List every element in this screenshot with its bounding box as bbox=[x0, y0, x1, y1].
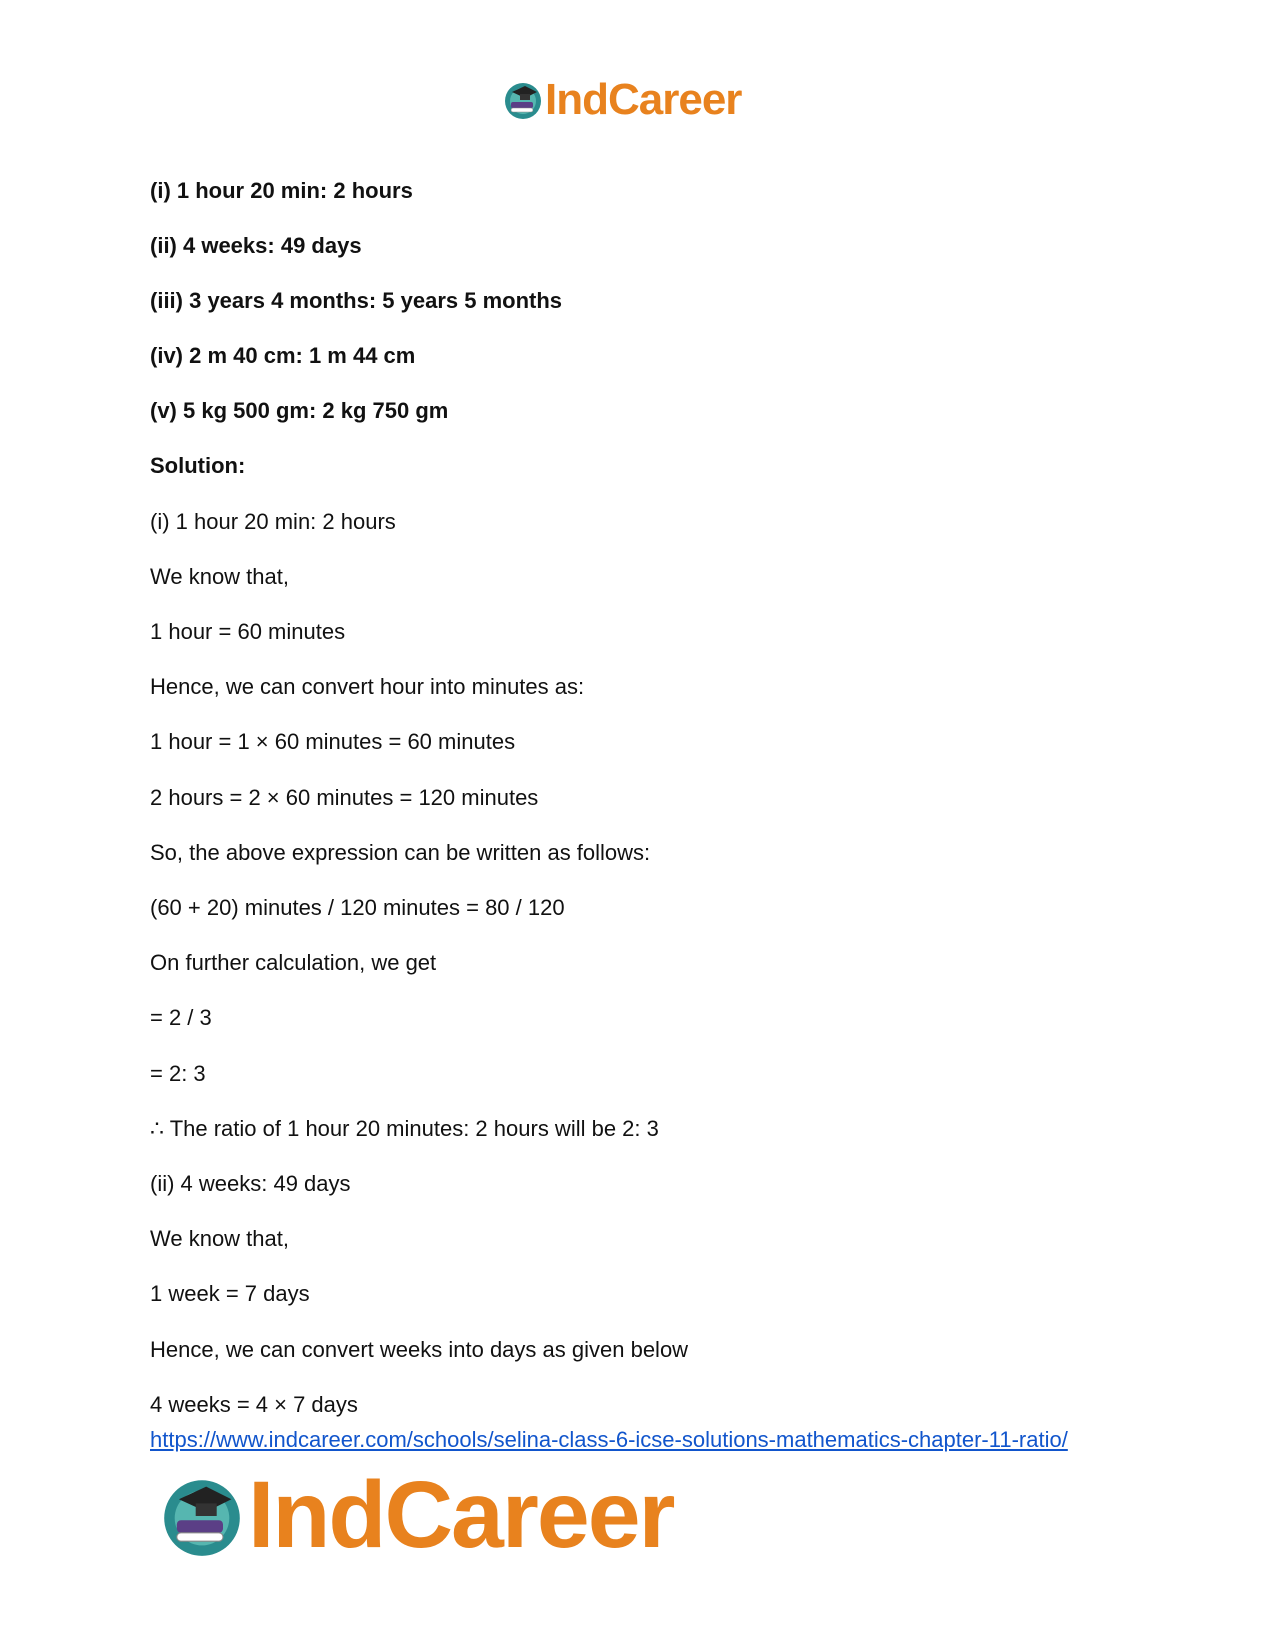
solution-line: Hence, we can convert hour into minutes as: bbox=[150, 674, 585, 699]
footer-logo bbox=[160, 1462, 674, 1568]
solution-line: (i) 1 hour 20 min: 2 hours bbox=[150, 509, 396, 534]
header-logo bbox=[503, 75, 742, 124]
solution-line: = 2 / 3 bbox=[150, 1005, 212, 1030]
solution-line: So, the above expression can be written as follows: bbox=[150, 840, 651, 865]
solution-line: ∴ The ratio of 1 hour 20 minutes: 2 hours will be 2: 3 bbox=[150, 1116, 659, 1141]
solution-line: 2 hours = 2 × 60 minutes = 120 minutes bbox=[150, 785, 539, 810]
logo-text: IndCareer bbox=[545, 75, 742, 124]
graduation-globe-icon bbox=[503, 80, 543, 120]
source-url-link[interactable]: https://www.indcareer.com/schools/selina-class-6-icse-solutions-mathematics-chapter-11-ratio/ bbox=[150, 1427, 1068, 1452]
solution-line: (ii) 4 weeks: 49 days bbox=[150, 1171, 351, 1196]
solution-line: On further calculation, we get bbox=[150, 950, 437, 975]
question-item: (iii) 3 years 4 months: 5 years 5 months bbox=[150, 288, 563, 313]
question-item: (ii) 4 weeks: 49 days bbox=[150, 233, 362, 258]
logo-text: IndCareer bbox=[248, 1462, 674, 1568]
solution-line: = 2: 3 bbox=[150, 1061, 206, 1086]
question-item: (iv) 2 m 40 cm: 1 m 44 cm bbox=[150, 343, 416, 368]
solution-line: We know that, bbox=[150, 1226, 289, 1251]
question-item: (v) 5 kg 500 gm: 2 kg 750 gm bbox=[150, 398, 449, 423]
solution-line: Hence, we can convert weeks into days as given below bbox=[150, 1337, 689, 1362]
solution-line: We know that, bbox=[150, 564, 289, 589]
graduation-globe-icon bbox=[160, 1474, 244, 1558]
solution-line: 4 weeks = 4 × 7 days bbox=[150, 1392, 358, 1417]
solution-line: (60 + 20) minutes / 120 minutes = 80 / 120 bbox=[150, 895, 565, 920]
solution-heading: Solution: bbox=[150, 453, 246, 478]
question-item: (i) 1 hour 20 min: 2 hours bbox=[150, 178, 413, 203]
solution-line: 1 hour = 1 × 60 minutes = 60 minutes bbox=[150, 729, 516, 754]
solution-line: 1 hour = 60 minutes bbox=[150, 619, 346, 644]
solution-line: 1 week = 7 days bbox=[150, 1281, 310, 1306]
